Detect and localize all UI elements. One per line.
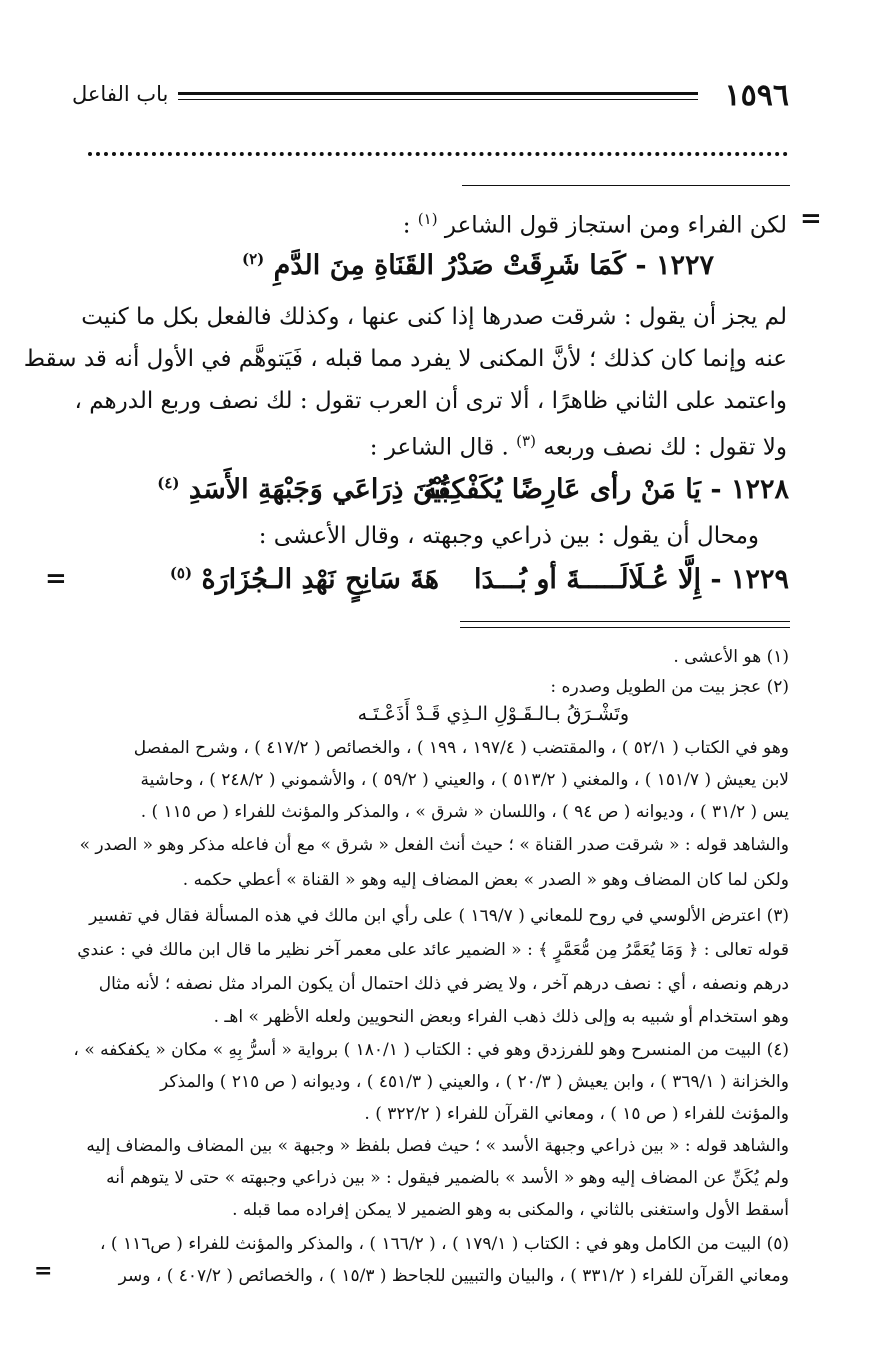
footnote-3-line-c: درهم ونصفه ، أي : نصف درهم آخر ، ولا يضر في ذلك احتمال أن يكون المراد مثل نصفه ؛ لأنه مثال <box>98 974 789 994</box>
verse-1229-first-half: ١٢٢٩ - إِلَّا عُـلَالَـــــةَ أو بُـــدَا <box>474 564 789 595</box>
footnote-3-line-d: وهو استخدام أو شبيه به وإلى ذلك ذهب الفراء وبعض النحويين ولعله الأظهر » اهـ . <box>213 1007 789 1027</box>
paragraph-line-3: واعتمد على الثاني ظاهرًا ، ألا ترى أن العرب تقول : لك نصف وربع الدرهم ، <box>74 388 787 414</box>
dotted-separator <box>88 152 788 156</box>
page-number: ١٥٩٦ <box>724 78 789 113</box>
footnote-2: (٢) عجز بيت من الطويل وصدره : <box>550 677 789 697</box>
header-rule-thin <box>178 99 698 100</box>
verse-1228-first-half: ١٢٢٨ - يَا مَنْ رأى عَارِضًا يُكَفْكِفُهُ <box>423 474 789 505</box>
footnote-ref-3: (٣) <box>516 432 536 450</box>
verse-1228-second-half-text: بَيْنَ ذِرَاعَي وَجَبْهَةِ الأَسَدِ <box>188 474 449 505</box>
paragraph-line-4 <box>370 427 787 462</box>
continuation-mark-left: = <box>45 564 67 594</box>
footnote-1: (١) هو الأعشى . <box>673 647 789 667</box>
footnote-2-line-e: ولكن لما كان المضاف وهو « الصدر » بعض المضاف إليه وهو « القناة » أعطي حكمه . <box>182 870 789 890</box>
verse-1229-second-half <box>170 564 439 595</box>
main-line-1-colon: : <box>402 212 411 239</box>
footnote-4-line-d: والشاهد قوله : « بين ذراعي وجبهة الأسد » ؛ حيث فصل بلفظ « وجبهة » بين المضاف والمضاف إليه <box>86 1136 789 1156</box>
footnote-5-line-b: ومعاني القرآن للفراء ( ٣٣١/٢ ) ، والبيان والتبيين للجاحظ ( ١٥/٣ ) ، والخصائص ( ٤٠٧/٢ ) ، وسر <box>118 1266 789 1286</box>
footnote-rule <box>460 621 790 622</box>
footnote-ref-1: (١) <box>417 210 438 228</box>
footnote-ref-5: (٥) <box>169 564 193 582</box>
footnote-4-line-c: والمؤنث للفراء ( ص ١٥ ) ، ومعاني القرآن للفراء ( ٣٢٢/٢ ) . <box>364 1104 789 1124</box>
footnote-2-line-c: يس ( ٣١/٢ ) ، وديوانه ( ص ٩٤ ) ، واللسان « شرق » ، والمذكر والمؤنث للفراء ( ص ١١٥ ) . <box>140 802 789 822</box>
paragraph-line-4-tail: . قال الشاعر : <box>369 434 509 461</box>
footnote-2-line-b: لابن يعيش ( ١٥١/٧ ) ، والمغني ( ٥١٣/٢ ) ، والعيني ( ٥٩/٢ ) ، والأشموني ( ٢٤٨/٢ ) ، وحاشية <box>140 770 789 790</box>
verse-1229-second-half-text: هَةَ سَانِحٍ نَهْدِ الـجُزَارَهْ <box>201 564 439 595</box>
verse-1228-second-half <box>157 474 449 505</box>
paragraph-line-4-text: ولا تقول : لك نصف وربعه <box>543 434 787 461</box>
footnote-2-verse: وتَشْـرَقُ بـالـقَـوْلِ الـذِي قَـدْ أَذَعْـتَـه <box>357 703 629 725</box>
continuation-mark-top: = <box>800 204 822 234</box>
footnote-rule-second <box>460 627 790 628</box>
header-rule <box>178 92 698 95</box>
footnote-3-line-b: قوله تعالى : ﴿ وَمَا يُعَمَّرُ مِن مُّعَمَّرٍ ﴾ : « الضمير عائد على معمر آخر نظير ما قال ابن مالك في : عندي <box>77 940 789 960</box>
footnote-4-line-b: والخزانة ( ٣٦٩/١ ) ، وابن يعيش ( ٢٠/٣ ) ، والعيني ( ٤٥١/٣ ) ، وديوانه ( ص ٢١٥ ) والمذكر <box>160 1072 789 1092</box>
footnote-ref-2: (٢) <box>241 250 265 268</box>
continuation-mark-bottom: = <box>34 1258 53 1284</box>
section-rule <box>462 185 790 186</box>
main-line-1-text: لكن الفراء ومن استجاز قول الشاعر <box>444 212 787 239</box>
footnote-3-line-a: (٣) اعترض الألوسي في روح للمعاني ( ١٦٩/٧ ) على رأي ابن مالك في هذه المسألة فقال في تفسير <box>89 906 789 926</box>
paragraph-line-1: لم يجز أن يقول : شرقت صدرها إذا كنى عنها ، وكذلك فالفعل بكل ما كنيت <box>81 304 787 330</box>
footnote-5-line-a: (٥) البيت من الكامل وهو في : الكتاب ( ١٧٩/١ ) ، ( ١٦٦/٢ ) ، والمذكر والمؤنث للفراء ( ص١١٦ ) ، <box>100 1234 789 1254</box>
footnote-2-line-d: والشاهد قوله : « شرقت صدر القناة » ؛ حيث أنث الفعل « شرق » مع أن فاعله مذكر وهو « الصدر » <box>79 835 789 855</box>
footnote-ref-4: (٤) <box>157 474 180 492</box>
chapter-title: باب الفاعل <box>72 82 169 106</box>
verse-1227-text: ١٢٢٧ - كَمَا شَرِقَتْ صَدْرُ القَنَاةِ مِنَ الدَّمِ <box>273 250 714 281</box>
paragraph-line-5: ومحال أن يقول : بين ذراعي وجبهته ، وقال الأعشى : <box>258 523 759 549</box>
main-line-1 <box>403 205 787 240</box>
footnote-2-line-a: وهو في الكتاب ( ٥٢/١ ) ، والمقتضب ( ١٩٧/٤ ، ١٩٩ ) ، والخصائص ( ٤١٧/٢ ) ، وشرح المفصل <box>133 738 789 758</box>
paragraph-line-2: عنه وإنما كان كذلك ؛ لأنَّ المكنى لا يفرد مما قبله ، فَيَتوهَّم في الأول أنه قد سقط <box>23 346 787 372</box>
verse-1227 <box>242 250 714 281</box>
footnote-4-line-f: أسقط الأول واستغنى بالثاني ، والمكنى به وهو الضمير لا يمكن إفراده مما قبله . <box>232 1200 789 1220</box>
footnote-4-line-a: (٤) البيت من المنسرح وهو للفرزدق وهو في : الكتاب ( ١٨٠/١ ) برواية « أسرُّ بِهِ » مكان « يكفكفه » ، <box>73 1040 789 1060</box>
footnote-4-line-e: ولم يُكَنِّ عن المضاف إليه وهو « الأسد » بالضمير فيقول : « بين ذراعي وجبهته » حتى لا يتوهم أنه <box>106 1168 789 1188</box>
